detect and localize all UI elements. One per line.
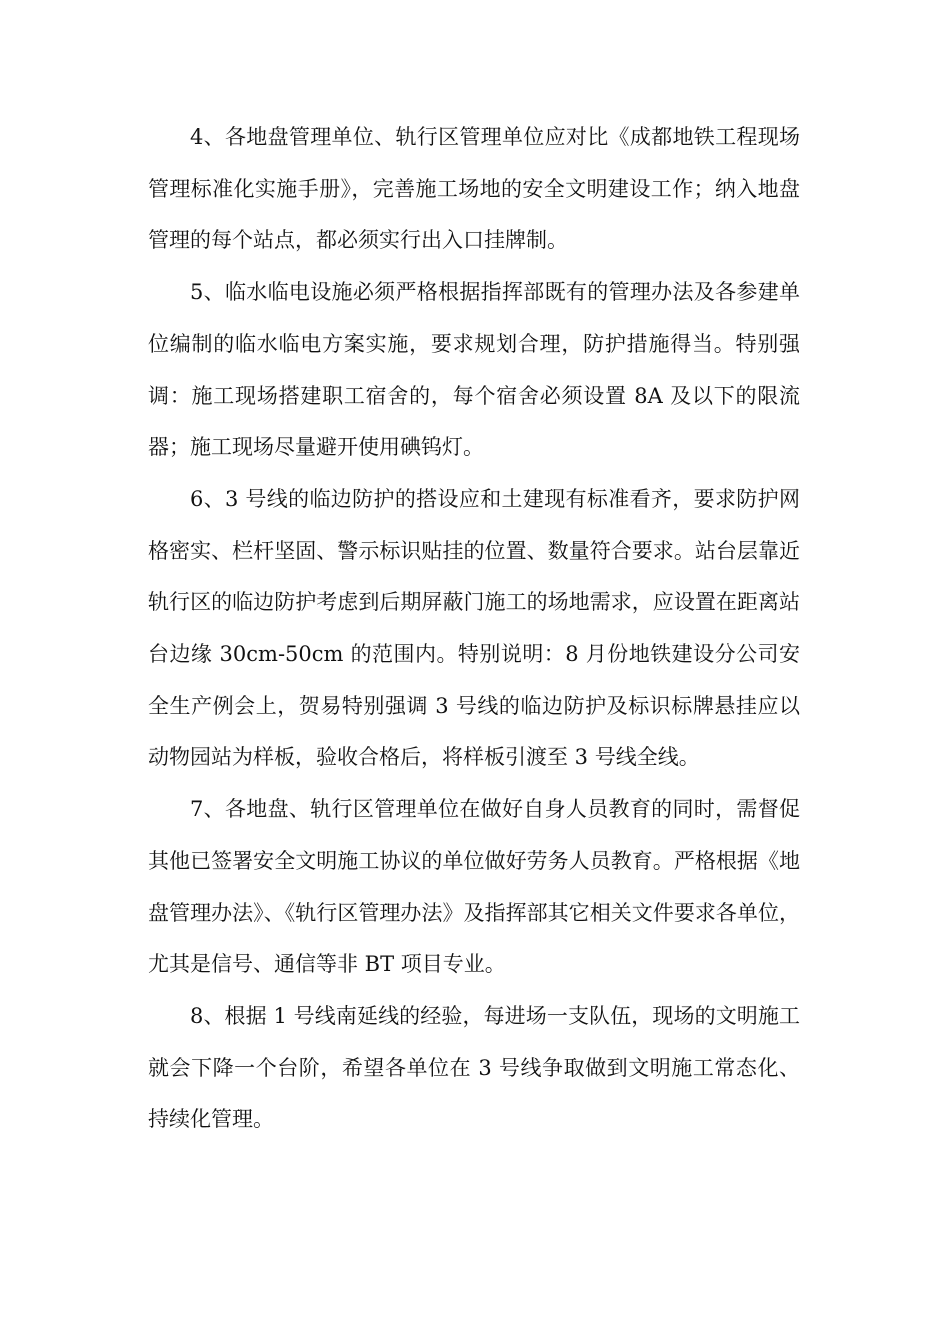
- paragraph-item-6: 6、3 号线的临边防护的搭设应和土建现有标准看齐，要求防护网格密实、栏杆坚固、警示标识贴挂的位置、数量符合要求。站台层靠近轨行区的临边防护考虑到后期屏蔽门施工的场地需求，应设置在距离站台边缘 30cm-50cm 的范围内。特别说明：8 月份地铁建设分公司安全生产例会上，贺易特别强调 3 号线的临边防护及标识标牌悬挂应以动物园站为样板，验收合格后，将样板引渡至 3 号线全线。: [148, 486, 800, 770]
- paragraph-item-4: 4、各地盘管理单位、轨行区管理单位应对比《成都地铁工程现场管理标准化实施手册》，完善施工场地的安全文明建设工作；纳入地盘管理的每个站点，都必须实行出入口挂牌制。: [148, 125, 800, 253]
- paragraph-item-7: 7、各地盘、轨行区管理单位在做好自身人员教育的同时，需督促其他已签署安全文明施工协议的单位做好劳务人员教育。严格根据《地盘管理办法》、《轨行区管理办法》及指挥部其它相关文件要求各单位，尤其是信号、通信等非 BT 项目专业。: [148, 797, 800, 977]
- paragraph-item-8: 8、根据 1 号线南延线的经验，每进场一支队伍，现场的文明施工就会下降一个台阶，希望各单位在 3 号线争取做到文明施工常态化、持续化管理。: [148, 1003, 800, 1132]
- document-body: [148, 112, 800, 1146]
- paragraph-item-5: 5、临水临电设施必须严格根据指挥部既有的管理办法及各参建单位编制的临水临电方案实施，要求规划合理，防护措施得当。特别强调：施工现场搭建职工宿舍的，每个宿舍必须设置 8A 及以下的限流器；施工现场尽量避开使用碘钨灯。: [148, 280, 800, 460]
